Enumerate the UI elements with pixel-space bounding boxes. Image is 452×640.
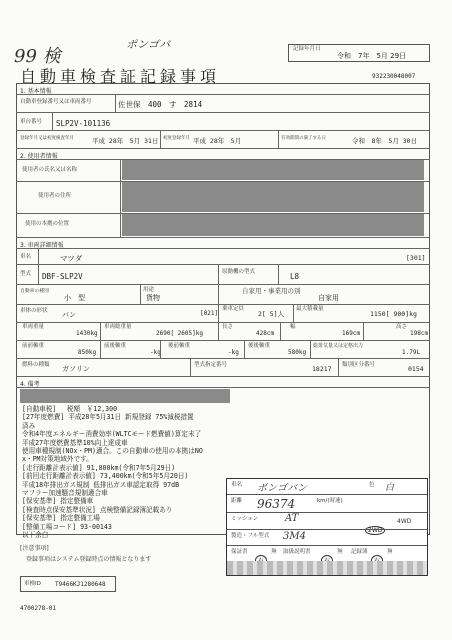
redacted-base-location bbox=[122, 214, 424, 236]
body-value: バン bbox=[62, 311, 76, 319]
card-color-label: 色 bbox=[369, 482, 375, 488]
vehicle-id-value: T9466KJ1280648 bbox=[55, 581, 106, 588]
category-number-label: 類別区分番号 bbox=[342, 362, 376, 368]
width-value: 169cm bbox=[342, 330, 361, 337]
handwritten-header-note: 99 検 bbox=[14, 46, 61, 67]
card-2wd-badge: 2WD bbox=[365, 517, 385, 536]
maker-code: [301] bbox=[406, 254, 426, 262]
remarks-line: [整備工場コード] 93-00143 bbox=[22, 522, 112, 531]
card-4wd-label: 4WD bbox=[397, 518, 412, 525]
document-number: 932230048007 bbox=[372, 73, 416, 80]
maxload-label: 最大積載量 bbox=[296, 306, 324, 312]
engine-value: L8 bbox=[290, 272, 300, 281]
category-number-value: 0154 bbox=[408, 365, 424, 373]
fuel-type-label: 燃料の種類 bbox=[22, 362, 50, 368]
remarks-line: 平成18年排出ガス規制 低排出ガス車認定取得 97dB bbox=[22, 480, 180, 489]
remarks-line: x・PM対策地域外です。 bbox=[22, 455, 93, 464]
section1-label: 1. 基本情報 bbox=[20, 88, 52, 95]
reg-number-value: 佐世保 400 す 2814 bbox=[118, 100, 203, 109]
first-reg-month-label: 初度登録年月 bbox=[163, 136, 190, 141]
card-color-value: 白 bbox=[385, 483, 395, 493]
section4-label: 4. 備考 bbox=[20, 381, 40, 388]
vehicle-id-label: 車検ID bbox=[24, 581, 41, 587]
record-date-label: 記録年月日 bbox=[293, 46, 321, 52]
card-fuel-value: 3M4 bbox=[283, 531, 306, 542]
remarks-line: マフラー加速騒音規制適合車 bbox=[22, 489, 108, 498]
remarks-line: [走行距離計表示値] 91,800km(令和7年5月29日) bbox=[22, 463, 176, 472]
card-fuel-label: 製造・フル型式 bbox=[231, 533, 270, 539]
length-label: 長さ bbox=[222, 324, 234, 330]
remarks-line: [自動車税] 税額 ￥12,300 bbox=[22, 405, 118, 413]
card-guarantee-no: 無 bbox=[271, 549, 277, 555]
redacted-remarks-header bbox=[20, 389, 230, 403]
height-value: 198cm bbox=[410, 330, 429, 337]
card-stamp-strip bbox=[227, 561, 427, 575]
chassis-label: 車台番号 bbox=[20, 119, 43, 125]
type-number-value: 18217 bbox=[312, 365, 332, 373]
body-code: [021] bbox=[200, 310, 219, 317]
front-front-axle-label: 前前軸重 bbox=[22, 343, 45, 349]
rear-front-axle-value: -kg bbox=[228, 349, 239, 356]
handwritten-header-note2: ポンゴバ bbox=[126, 38, 170, 51]
notes-label: [注意事項] bbox=[20, 545, 49, 552]
height-label: 高さ bbox=[396, 324, 408, 330]
user-name-label: 使用者の氏名又は名称 bbox=[22, 167, 78, 173]
card-mission-value: AT bbox=[285, 513, 299, 524]
redacted-user-name bbox=[122, 160, 424, 180]
front-rear-axle-label: 前後軸重 bbox=[104, 343, 127, 349]
section2-label: 2. 使用者情報 bbox=[20, 153, 58, 160]
rear-rear-axle-value: 580kg bbox=[288, 349, 307, 356]
remarks-line: 平成27年度燃費基準10%向上達成車 bbox=[22, 438, 128, 447]
use-label: 用途 bbox=[143, 287, 155, 293]
base-location-label: 使用の本拠の位置 bbox=[25, 221, 70, 227]
card-record-no: 無 bbox=[387, 549, 393, 555]
remarks-line: [保安基準] 指定整備工場 bbox=[22, 514, 100, 523]
redacted-user-address bbox=[122, 182, 424, 212]
card-mileage-unit: km/(時速) bbox=[317, 498, 343, 504]
rear-front-axle-label: 後前軸重 bbox=[168, 343, 191, 349]
use-value: 貨物 bbox=[146, 294, 160, 302]
front-front-axle-value: 850kg bbox=[78, 349, 97, 356]
footer-code: 4700278-01 bbox=[20, 605, 57, 612]
first-reg-value: 平成 28年 5月 31日 bbox=[92, 137, 159, 145]
first-reg-label: 登録年月又は初度検査年月 bbox=[20, 136, 74, 141]
length-value: 428cm bbox=[256, 330, 275, 337]
type-number-label: 型式指定番号 bbox=[194, 362, 228, 368]
card-record-label: 記録簿 bbox=[351, 549, 368, 555]
remarks-line: 令和4年度エネルギー消費効率(WLTCモード燃費値)算定未了 bbox=[22, 430, 202, 439]
expiry-value: 令和 8年 5月 30日 bbox=[352, 137, 418, 145]
first-reg-month-value: 平成 28年 5月 bbox=[193, 137, 242, 145]
user-address-label: 使用者の住所 bbox=[38, 193, 72, 199]
record-date-value: 令和 7年 5月 29日 bbox=[337, 52, 407, 60]
remarks-line: 以下余白 bbox=[22, 531, 49, 540]
remarks-line: [保安基準] 指定整備車 bbox=[22, 497, 94, 506]
vehicle-id-box bbox=[20, 576, 116, 592]
card-model-label: 車名 bbox=[231, 482, 243, 488]
remarks-line: 使用車種規制(NOx・PM)適合。この自動車の使用の本拠はNO bbox=[22, 447, 203, 456]
model-value: DBF-SLP2V bbox=[42, 272, 83, 281]
vehicle-card bbox=[226, 478, 428, 576]
notes-text: 登録事項はシステム登録時点の情報となります bbox=[26, 556, 152, 563]
fuel-type-value: ガソリン bbox=[62, 365, 90, 373]
gross-weight-label: 車両総重量 bbox=[104, 324, 132, 330]
body-label: 車体の形状 bbox=[20, 308, 48, 314]
reg-number-label: 自動車登録番号又は車両番号 bbox=[20, 99, 92, 105]
remarks-block bbox=[22, 405, 203, 540]
width-label: 幅 bbox=[290, 324, 296, 330]
engine-label: 原動機の型式 bbox=[222, 269, 256, 275]
record-date-box bbox=[288, 44, 430, 62]
rear-rear-axle-label: 後後軸重 bbox=[248, 343, 271, 349]
maker-label: 車名 bbox=[20, 254, 32, 260]
remarks-line: [前回走行距離計表示値] 73,400km(令和5年5月20日) bbox=[22, 472, 189, 481]
card-manual-label: 取扱説明書 bbox=[283, 549, 311, 555]
weight-label: 車両重量 bbox=[22, 324, 45, 330]
card-model-value: ボンゴバン bbox=[257, 483, 307, 494]
expiry-label: 有効期間の満了する日 bbox=[281, 136, 326, 141]
maker-value: マツダ bbox=[60, 254, 83, 263]
displacement-label: 総排気量又は定格出力 bbox=[313, 343, 364, 349]
remarks-line: [検査時点保安基準状況] 点検整備記録簿記載あり bbox=[22, 505, 173, 514]
kind-label: 自動車の種別 bbox=[20, 289, 49, 294]
chassis-value: SLP2V-101136 bbox=[56, 119, 111, 128]
card-mileage-value: 96374 bbox=[257, 497, 296, 511]
remarks-line: 済み bbox=[22, 421, 36, 430]
card-manual-no: 無 bbox=[337, 549, 343, 555]
kind-value: 小 型 bbox=[64, 294, 85, 302]
gross-weight-value: 2690[ 2605]kg bbox=[156, 330, 203, 337]
front-rear-axle-value: -kg bbox=[150, 349, 161, 356]
displacement-value: 1.79L bbox=[402, 349, 421, 356]
model-label: 型式 bbox=[20, 271, 32, 277]
card-mission-label: ミッション bbox=[231, 516, 259, 522]
maxload-value: 1150[ 900]kg bbox=[370, 310, 417, 318]
usage-value: 自家用 bbox=[318, 294, 339, 302]
capacity-label: 乗車定員 bbox=[222, 306, 245, 312]
page-title: 自動車検査証記録事項 bbox=[20, 67, 221, 86]
capacity-value: 2[ 5]人 bbox=[258, 310, 285, 318]
remarks-line: [27年度燃費] 平成28年5月31日 新規登録 75%減税措置 bbox=[22, 413, 194, 422]
card-mileage-label: 距離 bbox=[231, 498, 243, 504]
section3-label: 3. 車両詳細情報 bbox=[20, 242, 64, 249]
weight-value: 1430kg bbox=[76, 330, 98, 337]
card-guarantee-label: 保証書 bbox=[231, 549, 248, 555]
usage-label: 自家用・事業用の別 bbox=[242, 287, 301, 295]
